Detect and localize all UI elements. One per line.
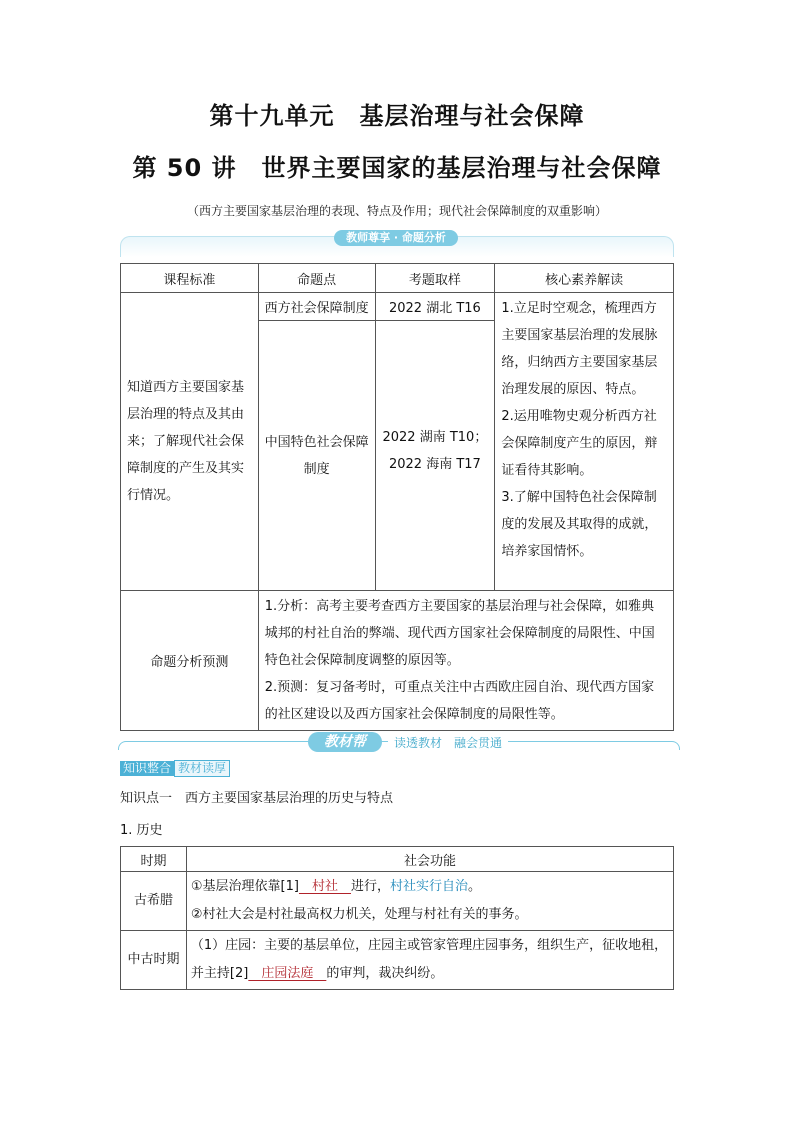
period-medieval: 中古时期 [121, 931, 187, 990]
exam-sample-2b: 2022 海南 T17 [388, 457, 481, 472]
header-point: 命题点 [258, 264, 375, 293]
table-header-row [121, 264, 674, 293]
exam-sample-1: 2022 湖北 T16 [375, 293, 495, 321]
period-ancient-greece: 古希腊 [121, 872, 187, 931]
proposition-point-2: 中国特色社会保障制度 [258, 321, 375, 591]
subtitle: （西方主要国家基层治理的表现、特点及作用；现代社会保障制度的双重影响） [186, 204, 607, 218]
table-row [121, 591, 674, 731]
header-period: 时期 [121, 847, 187, 872]
table-header-row [121, 847, 674, 872]
highlight-text: 村社实行自治 [390, 879, 469, 894]
function-medieval [186, 931, 673, 990]
fill-blank-1: 村社 [298, 879, 351, 894]
textbook-help-banner [118, 732, 678, 752]
forecast-analysis: 1.分析：高考主要考查西方主要国家的基层治理与社会保障，如雅典城邦的村社自治的弊端、现代西方国家社会保障制度的局限性、中国特色社会保障制度调整的原因等。 [264, 599, 655, 668]
banner-label: 教师尊享 · 命题分析 [334, 230, 458, 246]
literacy-item-1: 1.立足时空观念，梳理西方主要国家基层治理的发展脉络，归纳西方主要国家基层治理发展的原因、特点。 [501, 301, 658, 397]
history-table [120, 846, 674, 990]
knowledge-point-heading: 知识点一 西方主要国家基层治理的历史与特点 [120, 791, 394, 806]
history-heading: 1. 历史 [120, 823, 163, 838]
text-segment: 进行， [350, 879, 390, 894]
fill-blank-2: 庄园法庭 [248, 966, 327, 981]
unit-title: 第十九单元 基层治理与社会保障 [209, 102, 585, 130]
exam-sample-2 [375, 321, 495, 591]
badge-textbook-reading: 教材读厚 [174, 760, 230, 777]
table-row [121, 293, 674, 321]
header-sample: 考题取样 [375, 264, 495, 293]
table-row [121, 872, 674, 931]
function-ancient-greece [186, 872, 673, 931]
table-row [121, 931, 674, 990]
course-standard-cell: 知道西方主要国家基层治理的特点及其由来；了解现代社会保障制度的产生及其实行情况。 [121, 293, 259, 591]
forecast-label: 命题分析预测 [121, 591, 259, 731]
function-line-1 [191, 873, 669, 901]
text-segment: （1）庄园：主要的基层单位，庄园主或管家管理庄园事务，组织生产，征收地租，并主持[2] [190, 938, 668, 981]
literacy-item-2: 2.运用唯物史观分析西方社会保障制度产生的原因，辩证看待其影响。 [501, 409, 658, 478]
banner-label: 教材帮 [308, 732, 382, 752]
text-segment: 。 [468, 879, 482, 894]
lecture-title: 第 50 讲 世界主要国家的基层治理与社会保障 [132, 154, 662, 182]
forecast-prediction: 2.预测：复习备考时，可重点关注中古西欧庄园自治、现代西方国家的社区建设以及西方国家社会保障制度的局限性等。 [264, 680, 655, 722]
badge-knowledge-integration: 知识整合 [120, 761, 174, 776]
forecast-cell [258, 591, 673, 731]
banner-tagline: 读透教材 融会贯通 [388, 734, 508, 751]
proposition-point-1: 西方社会保障制度 [258, 293, 375, 321]
text-segment: ①基层治理依靠[1] [190, 879, 299, 894]
literacy-item-3: 3.了解中国特色社会保障制度的发展及其取得的成就，培养家国情怀。 [501, 490, 658, 559]
knowledge-badge [120, 760, 230, 777]
exam-sample-2a: 2022 湖南 T10； [382, 430, 488, 445]
text-segment: 的审判，裁决纠纷。 [326, 966, 444, 981]
course-standard-table [120, 263, 674, 731]
core-literacy-cell [495, 293, 674, 591]
header-literacy: 核心素养解读 [495, 264, 674, 293]
header-standard: 课程标准 [121, 264, 259, 293]
function-line-2: ②村社大会是村社最高权力机关，处理与村社有关的事务。 [190, 907, 528, 922]
header-function: 社会功能 [186, 847, 673, 872]
teacher-analysis-banner [120, 230, 672, 256]
